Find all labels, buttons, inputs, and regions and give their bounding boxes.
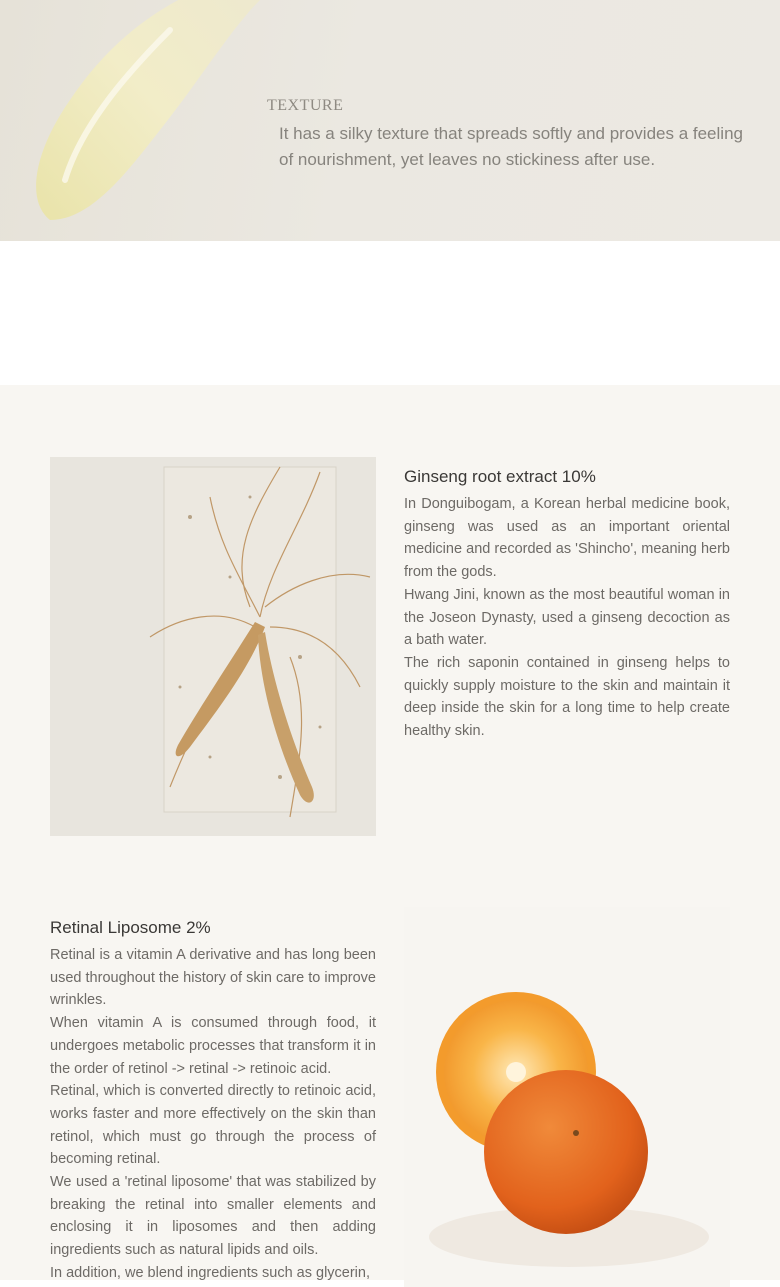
ginseng-description <box>404 493 730 743</box>
ginseng-root-image <box>50 457 376 836</box>
section-spacer <box>0 241 780 385</box>
texture-description: It has a silky texture that spreads softly and provides a feeling of nourishment, yet leaves no stickiness after use. <box>279 124 743 169</box>
cream-texture-image <box>30 0 260 225</box>
ginseng-paragraph: Hwang Jini, known as the most beautiful woman in the Joseon Dynasty, used a ginseng decoction as a bath water. <box>404 586 730 649</box>
ginseng-paragraph: The rich saponin contained in ginseng helps to quickly supply moisture to the skin and maintain it deep inside the skin for a long time to help create healthy skin. <box>404 654 730 740</box>
ginseng-paragraph: In Donguibogam, a Korean herbal medicine book, ginseng was used as an important oriental medicine and recorded as 'Shincho', meaning herb from the gods. <box>404 496 730 581</box>
retinal-paragraph: Retinal, which is converted directly to retinoic acid, works faster and more effectively on the skin than retinol, which must go through the process of becoming retinal. <box>50 1083 376 1168</box>
retinal-paragraph: We used a 'retinal liposome' that was stabilized by breaking the retinal into smaller elements and enclosing it in liposomes and then adding ingredients such as natural lipids and oils. <box>50 1174 376 1259</box>
retinal-paragraph: In addition, we blend ingredients such as glycerin, <box>50 1264 370 1281</box>
retinal-paragraph: Retinal is a vitamin A derivative and has long been used throughout the history of skin care to improve wrinkles. <box>50 947 376 1009</box>
retinal-description <box>50 944 376 1285</box>
ingredients-section <box>0 385 780 1280</box>
orange-image <box>404 907 730 1287</box>
retinal-paragraph: When vitamin A is consumed through food, it undergoes metabolic processes that transform it in the order of retinol -> retinal -> retinoic acid. <box>50 1015 376 1077</box>
texture-label: TEXTURE <box>267 97 344 114</box>
retinal-title: Retinal Liposome 2% <box>50 918 211 937</box>
ginseng-title: Ginseng root extract 10% <box>404 467 596 486</box>
texture-banner <box>0 0 780 241</box>
